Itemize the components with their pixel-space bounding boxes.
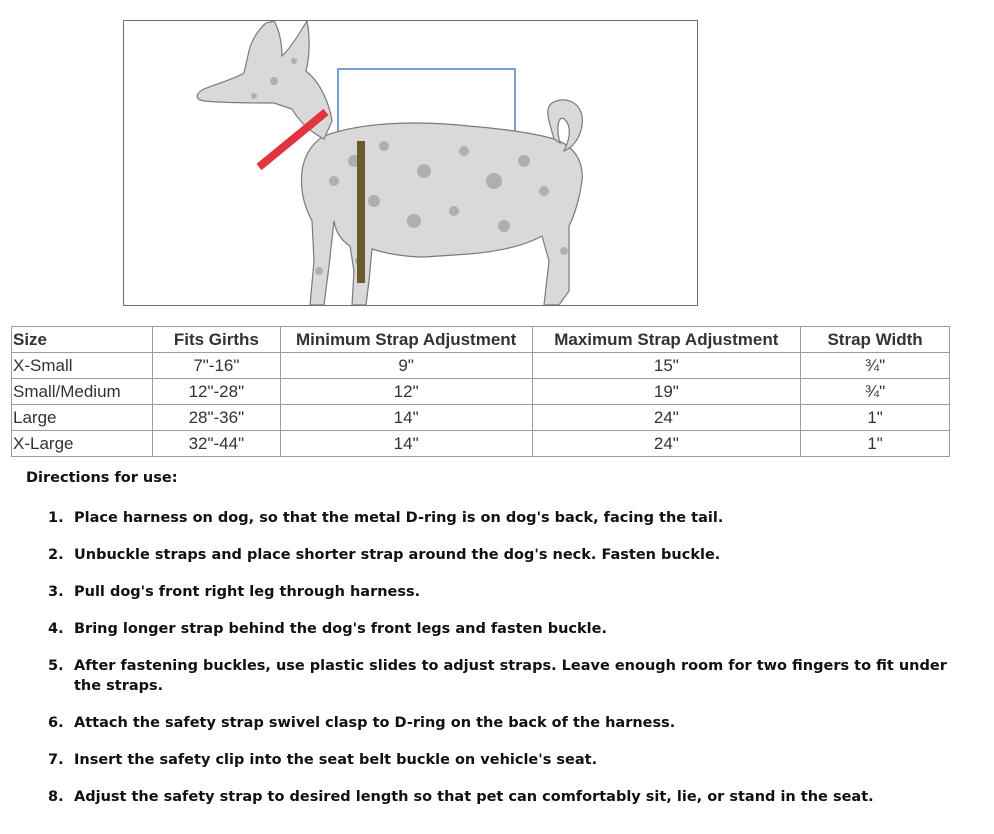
- step-text: Pull dog's front right leg through harness.: [74, 584, 421, 600]
- header-strap-width: Strap Width: [801, 327, 950, 353]
- list-item: [26, 713, 966, 733]
- cell-max: 24": [532, 405, 801, 431]
- cell-max: 24": [532, 431, 801, 457]
- step-number: 4.: [48, 621, 64, 637]
- step-text: After fastening buckles, use plastic slides to adjust straps. Leave enough room for two fingers to fit under the straps.: [74, 658, 947, 694]
- table-row: [12, 379, 950, 405]
- step-text: Unbuckle straps and place shorter strap around the dog's neck. Fasten buckle.: [74, 547, 721, 563]
- step-text: Adjust the safety strap to desired length so that pet can comfortably sit, lie, or stand in the seat.: [74, 789, 874, 805]
- directions-section: [26, 470, 966, 824]
- table-row: [12, 431, 950, 457]
- cell-girth: 7"-16": [152, 353, 280, 379]
- list-item: [26, 545, 966, 565]
- cell-width: 1": [801, 405, 950, 431]
- directions-step-list: [26, 508, 966, 807]
- step-number: 7.: [48, 752, 64, 768]
- list-item: [26, 508, 966, 528]
- step-text: Attach the safety strap swivel clasp to D-ring on the back of the harness.: [74, 715, 676, 731]
- table-row: [12, 353, 950, 379]
- cell-size: Large: [12, 405, 153, 431]
- cell-max: 15": [532, 353, 801, 379]
- step-number: 2.: [48, 547, 64, 563]
- back-length-marker: [338, 69, 515, 131]
- cell-girth: 12"-28": [152, 379, 280, 405]
- header-max-strap: Maximum Strap Adjustment: [532, 327, 801, 353]
- size-chart-table: [11, 326, 950, 457]
- cell-size: X-Large: [12, 431, 153, 457]
- dog-measurement-illustration: [123, 20, 698, 306]
- cell-min: 12": [280, 379, 532, 405]
- table-header-row: [12, 327, 950, 353]
- cell-girth: 28"-36": [152, 405, 280, 431]
- cell-min: 14": [280, 431, 532, 457]
- dog-illustration-svg: [124, 21, 697, 305]
- cell-size: Small/Medium: [12, 379, 153, 405]
- step-text: Bring longer strap behind the dog's front legs and fasten buckle.: [74, 621, 607, 637]
- step-number: 6.: [48, 715, 64, 731]
- list-item: [26, 582, 966, 602]
- list-item: [26, 656, 966, 696]
- cell-width: ¾": [801, 353, 950, 379]
- step-text: Insert the safety clip into the seat belt buckle on vehicle's seat.: [74, 752, 598, 768]
- list-item: [26, 787, 966, 807]
- directions-heading: Directions for use:: [26, 470, 178, 486]
- cell-size: X-Small: [12, 353, 153, 379]
- step-text: Place harness on dog, so that the metal D-ring is on dog's back, facing the tail.: [74, 510, 724, 526]
- step-number: 5.: [48, 658, 64, 674]
- header-min-strap: Minimum Strap Adjustment: [280, 327, 532, 353]
- step-number: 3.: [48, 584, 64, 600]
- cell-min: 14": [280, 405, 532, 431]
- table-row: [12, 405, 950, 431]
- cell-max: 19": [532, 379, 801, 405]
- header-size: Size: [12, 327, 153, 353]
- step-number: 1.: [48, 510, 64, 526]
- header-fits-girths: Fits Girths: [152, 327, 280, 353]
- step-number: 8.: [48, 789, 64, 805]
- cell-girth: 32"-44": [152, 431, 280, 457]
- cell-min: 9": [280, 353, 532, 379]
- list-item: [26, 619, 966, 639]
- list-item: [26, 750, 966, 770]
- cell-width: 1": [801, 431, 950, 457]
- cell-width: ¾": [801, 379, 950, 405]
